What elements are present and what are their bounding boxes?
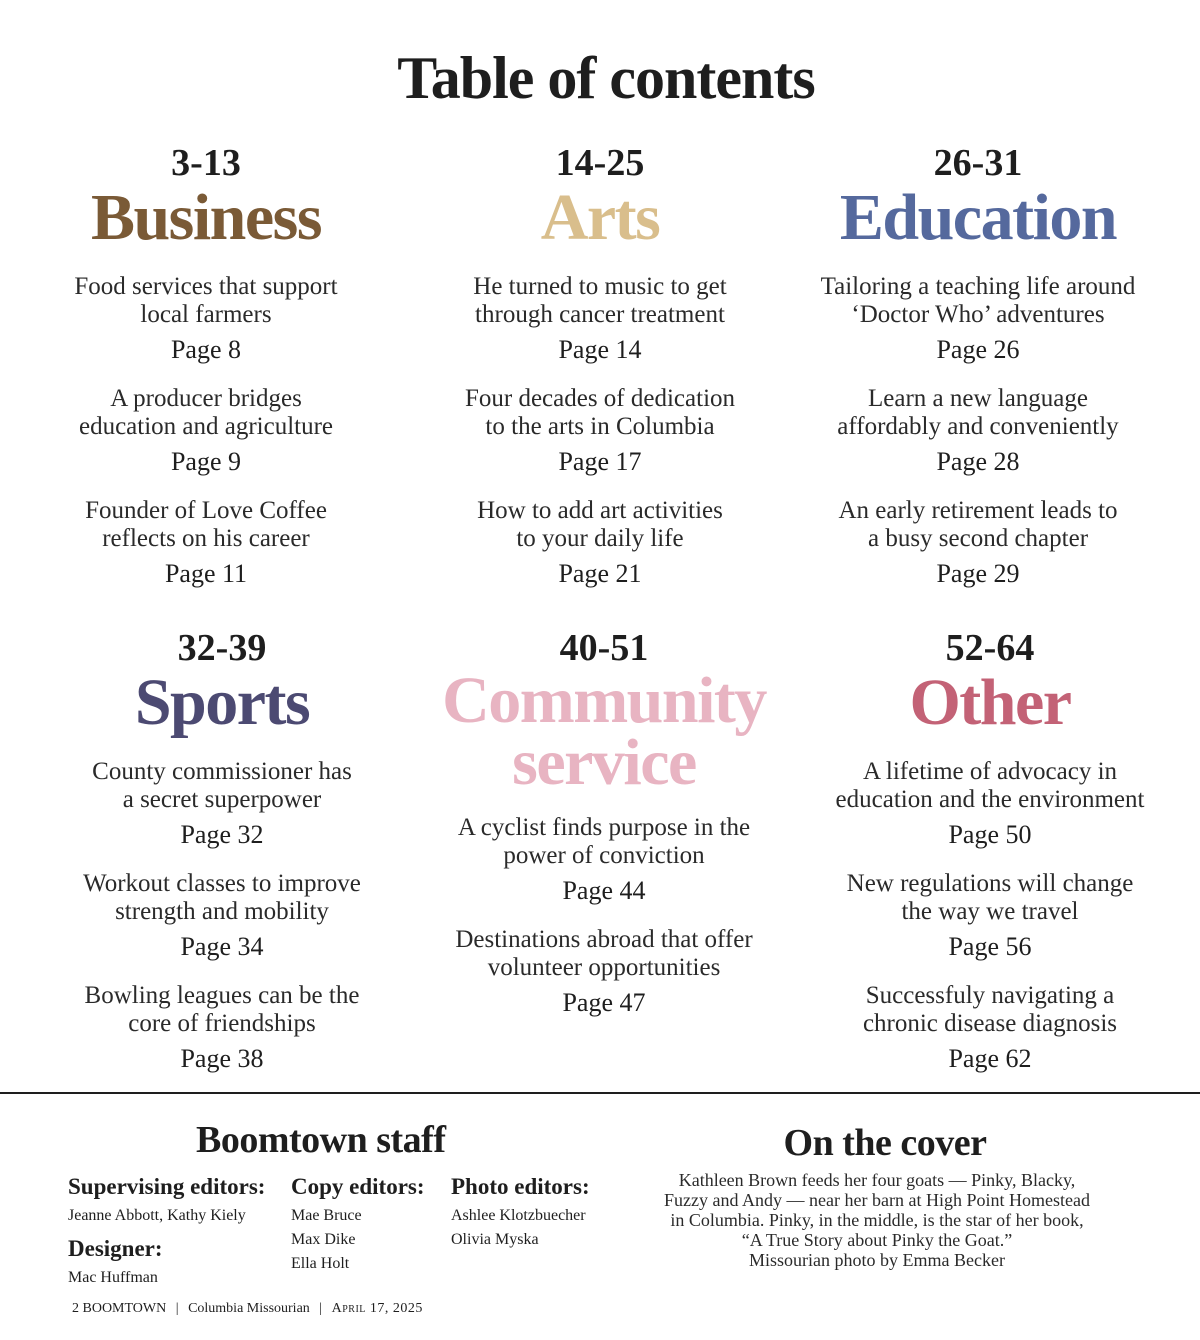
entry-page: Page 9 xyxy=(170,447,242,476)
section-arts xyxy=(400,143,800,609)
staff-names: Ashlee Klotzbuecher xyxy=(451,1207,586,1224)
toc-entry[interactable] xyxy=(778,385,1178,477)
toc-entry[interactable] xyxy=(778,497,1178,589)
entry-page: Page 21 xyxy=(558,559,642,588)
entry-page: Page 14 xyxy=(558,335,642,364)
divider-rule xyxy=(0,1092,1200,1094)
page-number: 2 xyxy=(72,1301,79,1316)
entry-page: Page 8 xyxy=(170,335,242,364)
toc-entry[interactable] xyxy=(6,273,406,365)
entry-page: Page 11 xyxy=(164,559,248,588)
toc-entry[interactable] xyxy=(404,814,804,906)
entry-blurb: Bowling leagues can be the core of friendships xyxy=(84,982,360,1037)
toc-entry[interactable] xyxy=(790,758,1190,850)
entry-blurb: A lifetime of advocacy in education and the environment xyxy=(835,758,1145,813)
staff-role: Copy editors: xyxy=(291,1174,425,1199)
toc-entry[interactable] xyxy=(22,758,422,850)
entry-page: Page 62 xyxy=(948,1044,1032,1073)
staff-role: Photo editors: xyxy=(451,1174,590,1199)
section-title: Sports xyxy=(134,666,310,739)
toc-entry[interactable] xyxy=(790,870,1190,962)
footer-separator: | xyxy=(175,1301,179,1316)
staff-column-photo xyxy=(451,1174,590,1252)
toc-entry[interactable] xyxy=(6,385,406,477)
staff-heading: Boomtown staff xyxy=(196,1119,446,1161)
section-other xyxy=(790,628,1190,1094)
publication-name: BOOMTOWN xyxy=(82,1301,167,1316)
entry-blurb: How to add art activities to your daily life xyxy=(477,497,723,552)
entry-blurb: An early retirement leads to a busy second chapter xyxy=(838,497,1118,552)
entry-blurb: Food services that support local farmers xyxy=(74,273,338,328)
staff-column-copy xyxy=(291,1174,425,1276)
entry-blurb: Founder of Love Coffee reflects on his career xyxy=(85,497,327,552)
section-page-range: 26-31 xyxy=(933,142,1023,184)
section-community-service xyxy=(404,628,804,1038)
toc-entry[interactable] xyxy=(6,497,406,589)
footer-separator: | xyxy=(319,1301,323,1316)
entry-blurb: Destinations abroad that offer volunteer opportunities xyxy=(455,926,753,981)
staff-names: Mac Huffman xyxy=(68,1269,158,1286)
page-footer xyxy=(72,1301,423,1317)
issue-date: April 17, 2025 xyxy=(331,1301,423,1316)
entry-page: Page 38 xyxy=(180,1044,264,1073)
toc-entry[interactable] xyxy=(400,497,800,589)
section-education xyxy=(778,143,1178,609)
newspaper-name: Columbia Missourian xyxy=(188,1301,310,1316)
toc-entry[interactable] xyxy=(400,385,800,477)
toc-entry[interactable] xyxy=(790,982,1190,1074)
toc-entry[interactable] xyxy=(22,870,422,962)
entry-page: Page 26 xyxy=(936,335,1020,364)
section-page-range: 32-39 xyxy=(177,627,267,669)
staff-names: Ella Holt xyxy=(291,1255,350,1272)
page-title: Table of contents xyxy=(397,45,815,111)
entry-blurb: Four decades of dedication to the arts in Columbia xyxy=(464,385,736,440)
section-title: Business xyxy=(90,181,322,254)
section-page-range: 14-25 xyxy=(555,142,645,184)
toc-entry[interactable] xyxy=(404,926,804,1018)
toc-entry[interactable] xyxy=(400,273,800,365)
toc-entry[interactable] xyxy=(778,273,1178,365)
staff-names: Olivia Myska xyxy=(451,1231,539,1248)
entry-blurb: Successfuly navigating a chronic disease diagnosis xyxy=(862,982,1118,1037)
entry-blurb: Learn a new language affordably and conveniently xyxy=(837,385,1119,440)
entry-page: Page 34 xyxy=(180,932,264,961)
section-title: Arts xyxy=(540,181,660,254)
section-sports xyxy=(22,628,422,1094)
entry-page: Page 44 xyxy=(562,876,646,905)
section-page-range: 52-64 xyxy=(945,627,1035,669)
entry-blurb: Tailoring a teaching life around ‘Doctor Who’ adventures xyxy=(820,273,1136,328)
toc-entry[interactable] xyxy=(22,982,422,1074)
entry-page: Page 47 xyxy=(562,988,646,1017)
entry-page: Page 17 xyxy=(558,447,642,476)
entry-blurb: Workout classes to improve strength and mobility xyxy=(83,870,361,925)
entry-page: Page 28 xyxy=(936,447,1020,476)
section-title: Education xyxy=(839,181,1117,254)
entry-page: Page 56 xyxy=(948,932,1032,961)
entry-page: Page 29 xyxy=(936,559,1020,588)
photo-credit: Missourian photo by Emma Becker xyxy=(749,1250,1005,1270)
section-title: Other xyxy=(909,666,1071,739)
section-page-range: 40-51 xyxy=(559,627,649,669)
cover-caption: Kathleen Brown feeds her four goats — Pinky, Blacky, Fuzzy and Andy — near her barn at High Point Homestead in Columbia. Pinky, in the middle, is the star of her book, “A True Story about Pinky the Goat.” Missourian photo by Emma Becker xyxy=(664,1170,1090,1270)
entry-blurb: County commissioner has a secret superpower xyxy=(92,758,352,813)
cover-heading: On the cover xyxy=(783,1122,987,1164)
staff-names: Mae Bruce xyxy=(291,1207,362,1224)
section-business xyxy=(6,143,406,609)
entry-page: Page 50 xyxy=(948,820,1032,849)
staff-column-supervising xyxy=(68,1174,265,1290)
section-title: Community service xyxy=(442,664,766,799)
staff-role: Supervising editors: xyxy=(68,1174,266,1199)
staff-names: Jeanne Abbott, Kathy Kiely xyxy=(68,1207,246,1224)
entry-blurb: New regulations will change the way we travel xyxy=(846,870,1134,925)
entry-blurb: A producer bridges education and agriculture xyxy=(78,385,334,440)
entry-blurb: A cyclist finds purpose in the power of conviction xyxy=(457,814,751,869)
staff-role: Designer: xyxy=(68,1236,163,1261)
staff-names: Max Dike xyxy=(291,1231,356,1248)
section-page-range: 3-13 xyxy=(171,142,241,184)
entry-blurb: He turned to music to get through cancer treatment xyxy=(473,273,727,328)
entry-page: Page 32 xyxy=(180,820,264,849)
